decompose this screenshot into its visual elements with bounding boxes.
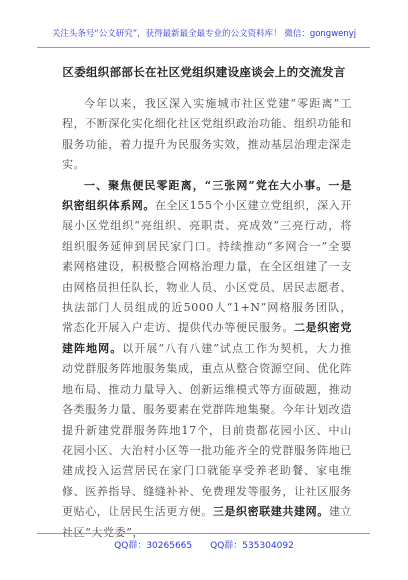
subsection-3-heading: 三是织密联建共建网。 (212, 505, 329, 519)
document-title: 区委组织部部长在社区党组织建设座谈会上的交流发言 (62, 65, 346, 79)
footer-divider (37, 533, 370, 534)
subsection-2-heading: 二是织密党建阵地网。 (62, 321, 352, 355)
subsection-1-text: 在全区155个小区建立党组织，深入开展小区党组织“亮组织、亮职责、亮成效”三亮行动，将组织服务延伸到居民家门口。持续推动“多网合一”全要素网格建设，积极整合网格治理力量，在全区组建了一支由网格员担任队长，物业人员、小区党员、居民志愿者、执法部门人员组成的近5000人“1+N”网格服务团队，常态化开展入户走访、提供代办等便民服务。 (62, 199, 352, 335)
subsection-1-heading: 一是织密组织体系网。 (62, 178, 352, 213)
intro-paragraph: 今年以来，我区深入实施城市社区党建“零距离”工程，不断深化实化细化社区党组织政治功能、组织功能和服务功能，着力提升为民服务实效，推动基层治理走深走实。 (62, 97, 352, 172)
header-promo-note: 关注头条号“公文研究”，获得最新最全最专业的公文资料库！ 微信：gongwenyj (51, 29, 357, 39)
qq-group-2: QQ群：535304092 (210, 541, 294, 551)
section-1-paragraph (62, 176, 352, 543)
section-1-heading: 一、聚焦便民零距离，“三张网”党在大小事。 (84, 178, 329, 192)
header-divider (37, 47, 370, 48)
qq-group-1: QQ群：30265665 (114, 541, 193, 551)
document-body (62, 94, 352, 543)
footer-contact (0, 538, 408, 551)
subsection-3-text: 建立社区“大党委”， (62, 505, 353, 539)
subsection-2-text: 以开展“八有八建”试点工作为契机，大力推动党群服务阵地服务集成，重点从整合资源空间、优化阵地布局、推动力量导入、创新运维模式等方面破题，推动各类服务力量、服务要素在党群阵地集聚。今年计划改造提升新建党群服务阵地17个，目前贵都花园小区、中山花园小区、大治村小区等一批功能齐全的党群服务阵地已建成投入运营居民在家门口就能享受养老助餐、家电维修、医养指导、缝缝补补、免费理发等服务，让社区服务更贴心，让居民生活更方便。 (62, 341, 353, 519)
